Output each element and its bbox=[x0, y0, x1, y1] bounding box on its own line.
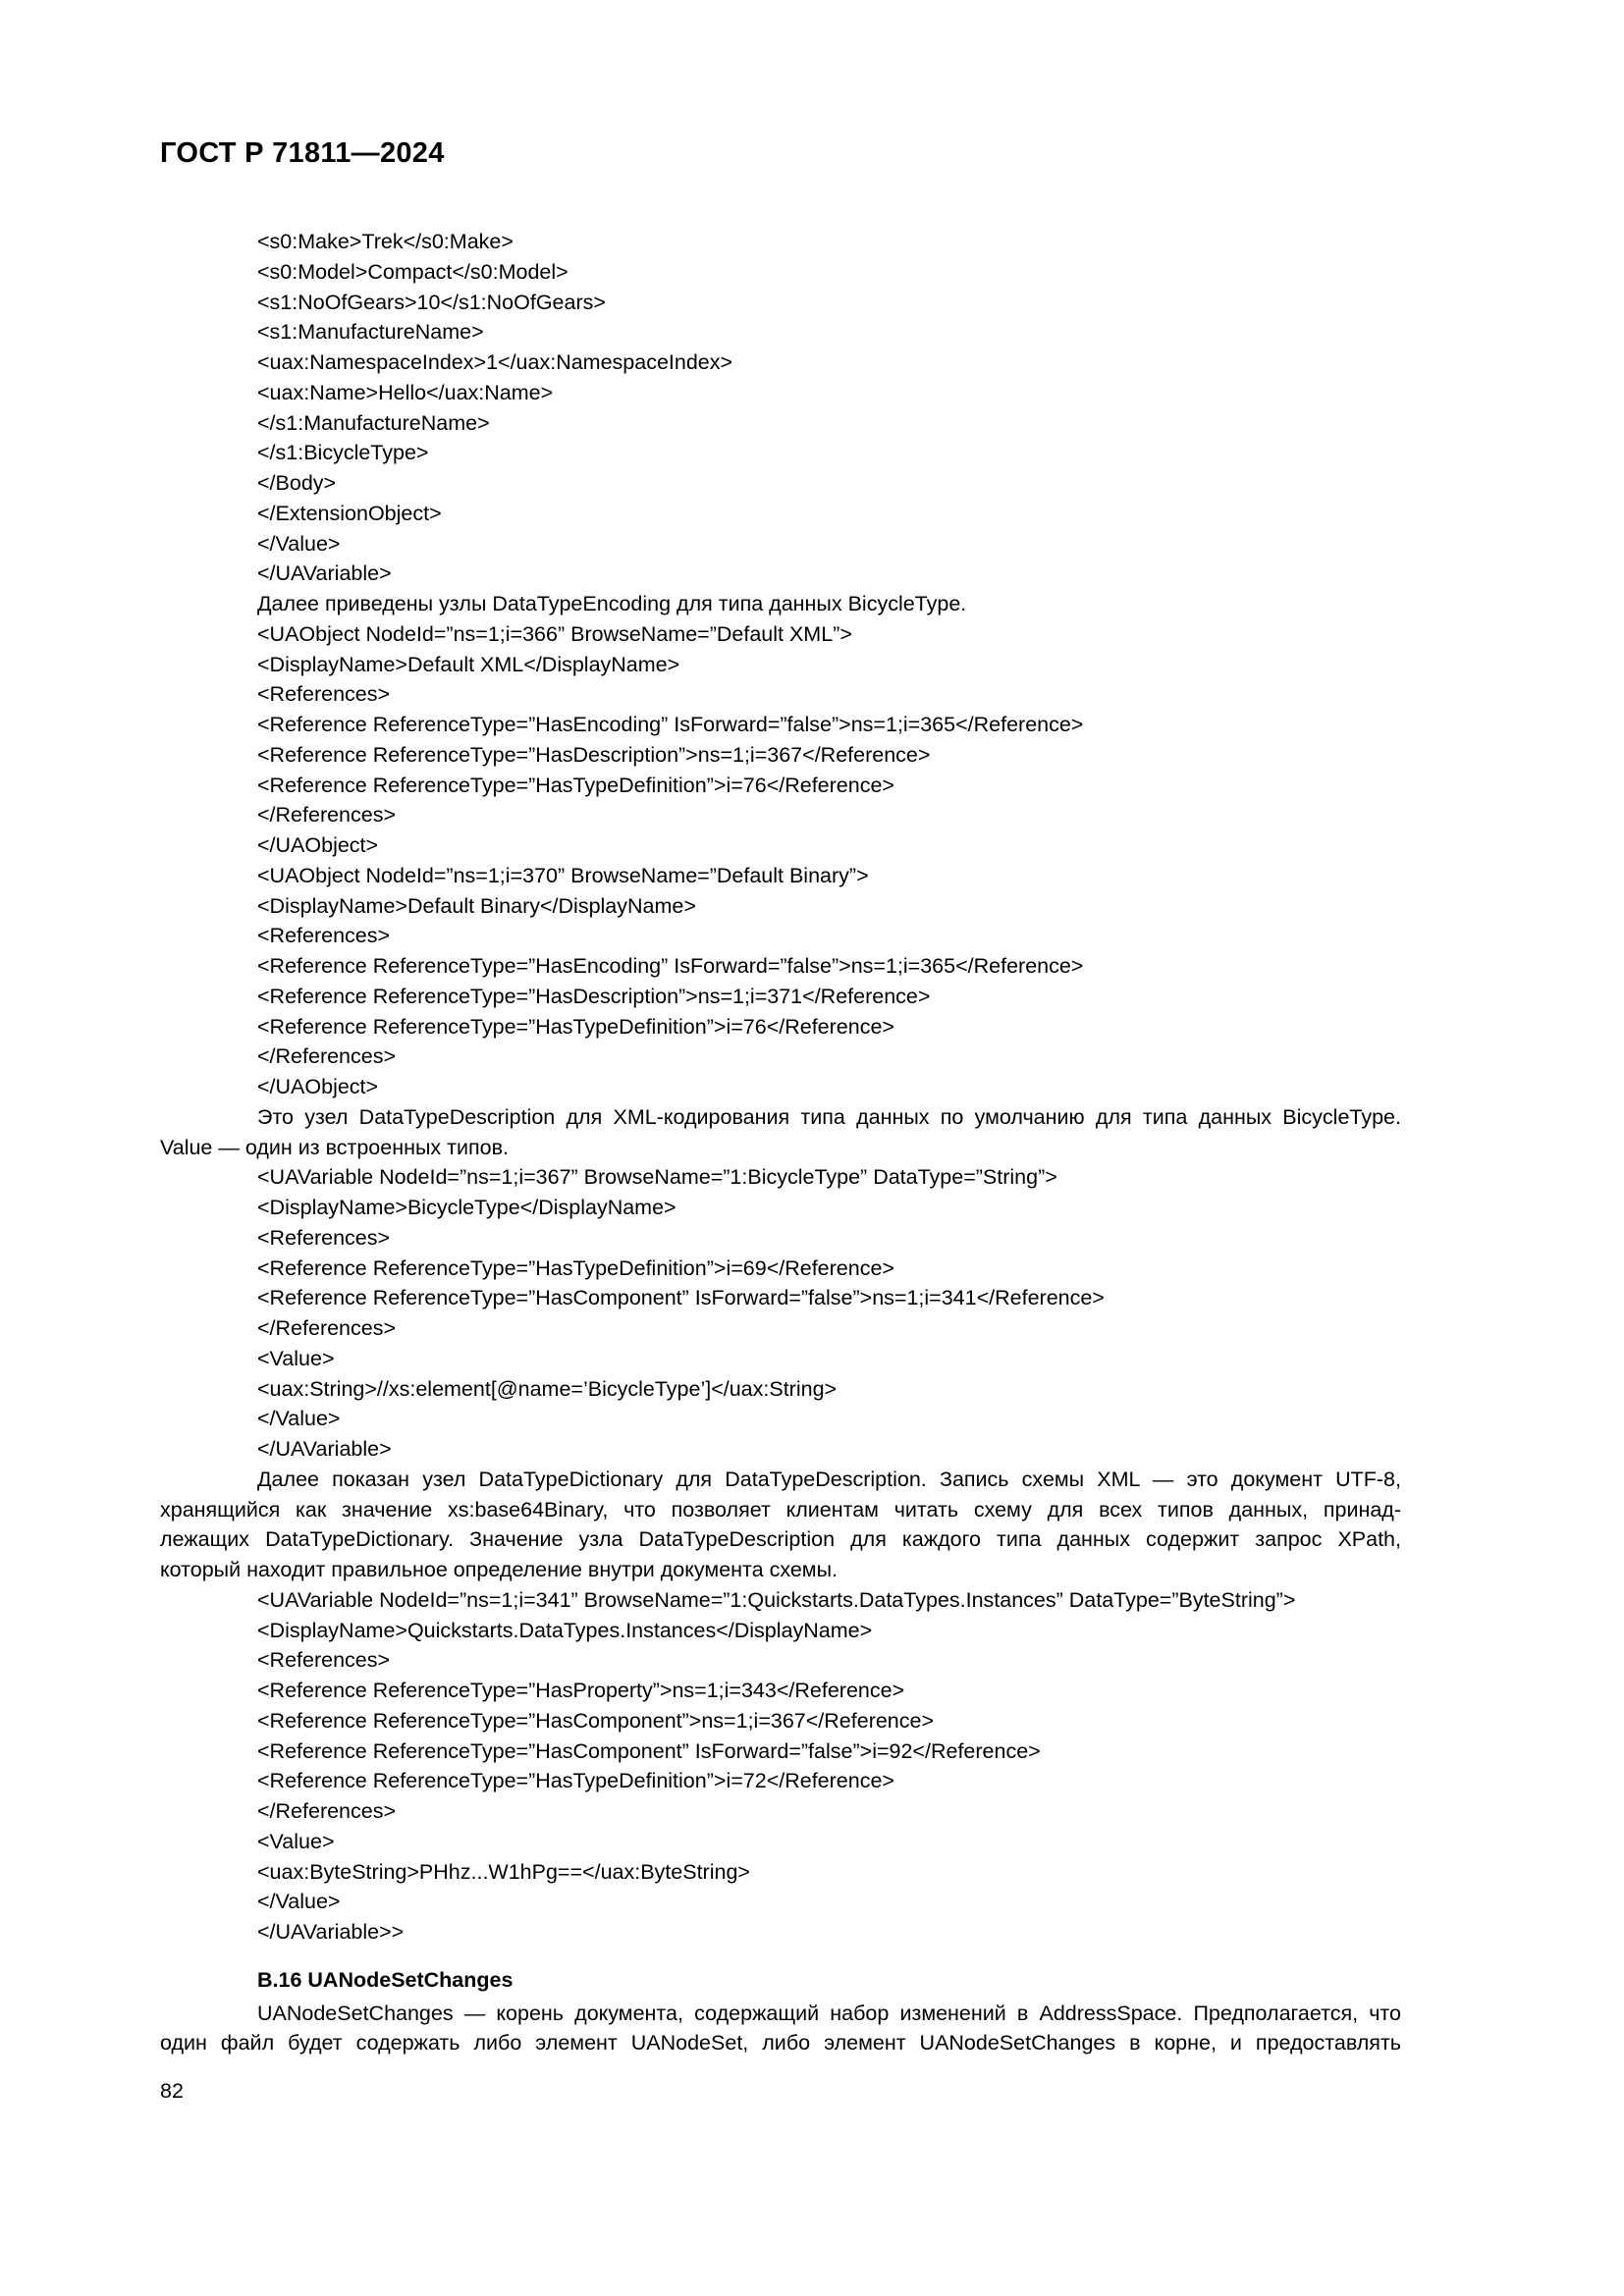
page-content bbox=[160, 227, 1401, 2058]
code-line: <Reference ReferenceType=”HasTypeDefinition”>i=69</Reference> bbox=[257, 1255, 894, 1280]
code-line: <UAVariable NodeId=”ns=1;i=367” BrowseName=”1:BicycleType” DataType=”String”> bbox=[257, 1165, 1057, 1190]
code-block bbox=[160, 1585, 1401, 1948]
running-header: ГОСТ Р 71811—2024 bbox=[160, 137, 445, 169]
paragraph bbox=[160, 1465, 1401, 1585]
code-line: </s1:ManufactureName> bbox=[257, 410, 490, 435]
code-line: <UAVariable NodeId=”ns=1;i=341” BrowseName=”1:Quickstarts.DataTypes.Instances” DataType=”ByteString”> bbox=[257, 1587, 1296, 1612]
paragraph-line: Это узел DataTypeDescription для XML-кодирования типа данных по умолчанию для типа данных BicycleType. bbox=[257, 1104, 1401, 1129]
code-line: <Reference ReferenceType=”HasDescription”>ns=1;i=367</Reference> bbox=[257, 742, 931, 767]
code-line: </UAObject> bbox=[257, 1075, 379, 1098]
code-line: </Value> bbox=[257, 1890, 341, 1914]
code-line: </References> bbox=[257, 1799, 397, 1823]
code-line: </Value> bbox=[257, 531, 341, 556]
code-line: <Reference ReferenceType=”HasComponent”>ns=1;i=367</Reference> bbox=[257, 1708, 935, 1733]
code-block bbox=[160, 861, 1401, 1102]
code-line: <uax:String>//xs:element[@name=’BicycleType’]</uax:String> bbox=[257, 1376, 838, 1401]
code-line: <Value> bbox=[257, 1346, 335, 1370]
code-block bbox=[160, 227, 1401, 589]
code-line: <Reference ReferenceType=”HasTypeDefinition”>i=76</Reference> bbox=[257, 1014, 894, 1039]
code-line: <uax:Name>Hello</uax:Name> bbox=[257, 380, 554, 404]
code-line: <Reference ReferenceType=”HasDescription”>ns=1;i=371</Reference> bbox=[257, 984, 931, 1008]
code-line: <References> bbox=[257, 1225, 391, 1250]
paragraph-line: Value — один из встроенных типов. bbox=[160, 1135, 509, 1159]
code-line: </ExtensionObject> bbox=[257, 501, 442, 525]
code-line: <References> bbox=[257, 1648, 391, 1673]
code-line: </References> bbox=[257, 1044, 397, 1069]
page-number: 82 bbox=[160, 2079, 184, 2103]
code-line: <DisplayName>Default XML</DisplayName> bbox=[257, 652, 680, 676]
paragraph bbox=[160, 1102, 1401, 1163]
paragraph-line: Далее приведены узлы DataTypeEncoding для типа данных BicycleType. bbox=[257, 592, 967, 615]
code-line: </Body> bbox=[257, 471, 337, 495]
code-line: </Value> bbox=[257, 1407, 341, 1431]
paragraph-line: Далее показан узел DataTypeDictionary для DataTypeDescription. Запись схемы XML — это документ UTF-8, bbox=[257, 1467, 1401, 1491]
code-line: <Reference ReferenceType=”HasEncoding” IsForward=”false”>ns=1;i=365</Reference> bbox=[257, 713, 1084, 736]
code-line: </References> bbox=[257, 1316, 397, 1340]
code-line: <UAObject NodeId=”ns=1;i=370” BrowseName=”Default Binary”> bbox=[257, 863, 869, 887]
section-heading: В.16 UANodeSetChanges bbox=[257, 1967, 514, 1992]
code-line: </UAVariable> bbox=[257, 1437, 392, 1461]
paragraph-line: один файл будет содержать либо элемент UANodeSet, либо элемент UANodeSetChanges в корне, и предоставлять bbox=[160, 2031, 1401, 2056]
code-line: </UAObject> bbox=[257, 833, 379, 857]
code-line: <Reference ReferenceType=”HasEncoding” IsForward=”false”>ns=1;i=365</Reference> bbox=[257, 954, 1084, 978]
code-line: </UAVariable>> bbox=[257, 1920, 405, 1944]
code-line: <Reference ReferenceType=”HasTypeDefinition”>i=76</Reference> bbox=[257, 773, 894, 797]
code-line: </UAVariable> bbox=[257, 561, 392, 586]
paragraph-line: который находит правильное определение внутри документа схемы. bbox=[160, 1558, 838, 1581]
code-block bbox=[160, 619, 1401, 861]
code-line: <Reference ReferenceType=”HasProperty”>ns=1;i=343</Reference> bbox=[257, 1679, 905, 1702]
paragraph bbox=[160, 589, 1401, 619]
paragraph-line: лежащих DataTypeDictionary. Значение узла DataTypeDescription для каждого типа данных содержит запрос XPath, bbox=[160, 1527, 1401, 1552]
code-line: <s1:ManufactureName> bbox=[257, 320, 484, 345]
paragraph bbox=[160, 1999, 1401, 2059]
code-line: <DisplayName>Default Binary</DisplayName> bbox=[257, 893, 696, 918]
code-line: <Value> bbox=[257, 1829, 335, 1853]
code-line: <References> bbox=[257, 924, 391, 948]
code-line: </s1:BicycleType> bbox=[257, 441, 429, 465]
code-line: <s1:NoOfGears>10</s1:NoOfGears> bbox=[257, 290, 606, 314]
code-line: <Reference ReferenceType=”HasComponent” IsForward=”false”>ns=1;i=341</Reference> bbox=[257, 1286, 1105, 1310]
code-line: <Reference ReferenceType=”HasTypeDefinition”>i=72</Reference> bbox=[257, 1769, 894, 1793]
code-line: <References> bbox=[257, 682, 391, 707]
code-line: <s0:Make>Trek</s0:Make> bbox=[257, 230, 514, 253]
paragraph-line: UANodeSetChanges — корень документа, содержащий набор изменений в AddressSpace. Предполагается, что bbox=[257, 2001, 1401, 2025]
code-line: <DisplayName>BicycleType</DisplayName> bbox=[257, 1196, 677, 1219]
code-line: </References> bbox=[257, 803, 397, 828]
code-block bbox=[160, 1162, 1401, 1465]
code-line: <UAObject NodeId=”ns=1;i=366” BrowseName=”Default XML”> bbox=[257, 621, 852, 646]
code-line: <uax:NamespaceIndex>1</uax:NamespaceIndex> bbox=[257, 350, 733, 374]
code-line: <DisplayName>Quickstarts.DataTypes.Instances</DisplayName> bbox=[257, 1618, 873, 1642]
code-line: <uax:ByteString>PHhz...W1hPg==</uax:ByteString> bbox=[257, 1859, 750, 1884]
code-line: <s0:Model>Compact</s0:Model> bbox=[257, 259, 568, 284]
paragraph-line: хранящийся как значение xs:base64Binary, что позволяет клиентам читать схему для всех типов данных, принад- bbox=[160, 1497, 1401, 1522]
code-line: <Reference ReferenceType=”HasComponent” IsForward=”false”>i=92</Reference> bbox=[257, 1738, 1041, 1763]
